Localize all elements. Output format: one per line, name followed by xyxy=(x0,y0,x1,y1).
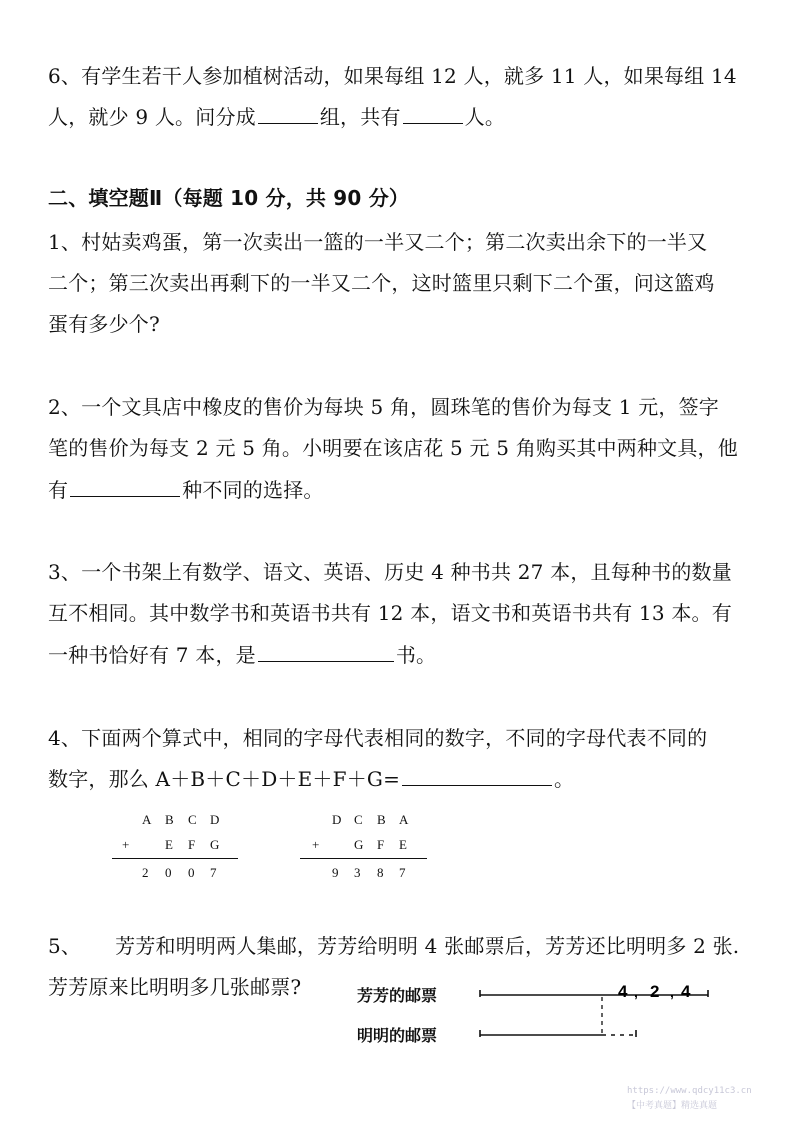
eq2-top-digit: B xyxy=(377,812,386,827)
p2-line3 xyxy=(48,474,324,503)
eq1-bottom-digit: E xyxy=(165,837,173,852)
p5-line1 xyxy=(48,930,739,959)
fang-stamps-label: 芳芳的邮票 xyxy=(357,986,438,1005)
p2-line3-a: 有 xyxy=(48,478,69,502)
eq2-top-digit: D xyxy=(332,812,342,827)
p1-line1: 1、村姑卖鸡蛋，第一次卖出一篮的一半又二个；第二次卖出余下的一半又 xyxy=(48,230,708,254)
eq1-top-digit: C xyxy=(188,812,197,827)
eq2-result-digit: 9 xyxy=(332,865,339,880)
eq1-top-digit: B xyxy=(165,812,174,827)
p5-line1-text: 芳芳和明明两人集邮，芳芳给明明 4 张邮票后，芳芳还比明明多 2 张. xyxy=(115,934,740,958)
p2-line3-b: 种不同的选择。 xyxy=(182,478,324,502)
segment-separator: , xyxy=(634,984,638,1000)
eq1-result-digit: 2 xyxy=(142,865,149,880)
segment-value: 4 xyxy=(681,982,691,1001)
eq2-top-digit: C xyxy=(354,812,363,827)
eq2-result-digit: 7 xyxy=(399,865,406,880)
eq1-result-digit: 0 xyxy=(188,865,195,880)
watermark-caption: 【中考真题】精选真题 xyxy=(627,1101,718,1111)
p5-line2: 芳芳原来比明明多几张邮票? xyxy=(48,975,302,999)
p3-line2: 互不相同。其中数学书和英语书共有 12 本，语文书和英语书共有 13 本。有 xyxy=(48,601,732,625)
p2-answer-blank[interactable] xyxy=(70,476,180,497)
p3-line3-a: 一种书恰好有 7 本，是 xyxy=(48,643,256,667)
p4-line2 xyxy=(48,763,574,792)
segment-value: 2 xyxy=(650,982,660,1001)
p3-line3-b: 书。 xyxy=(395,643,437,667)
p2-line1: 2、一个文具店中橡皮的售价为每块 5 角，圆珠笔的售价为每支 1 元，签字 xyxy=(48,395,720,419)
q6-line2-a: 人，就少 9 人。问分成 xyxy=(48,105,256,129)
q6-line1: 6、有学生若干人参加植树活动，如果每组 12 人，就多 11 人，如果每组 14 xyxy=(48,64,737,88)
segment-value: 4 xyxy=(618,982,628,1001)
eq1-top-digit: D xyxy=(210,812,220,827)
p3-line3 xyxy=(48,639,436,668)
eq2-top-digit: A xyxy=(399,812,409,827)
equation-1 xyxy=(118,812,243,882)
eq1-plus-sign: + xyxy=(122,837,130,852)
eq1-top-digit: A xyxy=(142,812,152,827)
q6-people-blank[interactable] xyxy=(403,103,463,124)
p1-line3: 蛋有多少个? xyxy=(48,312,160,336)
eq1-result-digit: 7 xyxy=(210,865,217,880)
watermark-url: https://www.qdcy11c3.cn xyxy=(627,1086,752,1096)
eq2-bottom-digit: F xyxy=(377,837,385,852)
ming-stamps-label: 明明的邮票 xyxy=(357,1026,438,1045)
segment-separator: , xyxy=(670,984,674,1000)
q6-line2 xyxy=(48,101,505,130)
p4-line2-a: 数字，那么 A＋B＋C＋D＋E＋F＋G= xyxy=(48,767,401,791)
eq1-result-digit: 0 xyxy=(165,865,172,880)
p2-line2: 笔的售价为每支 2 元 5 角。小明要在该店花 5 元 5 角购买其中两种文具，他 xyxy=(48,436,738,460)
p4-line1: 4、下面两个算式中，相同的字母代表相同的数字，不同的字母代表不同的 xyxy=(48,726,708,750)
eq1-bottom-digit: F xyxy=(188,837,196,852)
eq2-sum-line xyxy=(300,858,427,859)
p1-line2: 二个；第三次卖出再剩下的一半又二个，这时篮里只剩下二个蛋，问这篮鸡 xyxy=(48,271,715,295)
eq2-plus-sign: + xyxy=(312,837,320,852)
eq2-bottom-digit: E xyxy=(399,837,407,852)
p4-line2-b: 。 xyxy=(554,767,575,791)
stamp-diagram xyxy=(470,975,720,1050)
q6-groups-blank[interactable] xyxy=(258,103,318,124)
p5-number: 5、 xyxy=(48,934,82,958)
p3-answer-blank[interactable] xyxy=(258,641,394,662)
q6-line2-c: 人。 xyxy=(464,105,506,129)
eq2-result-digit: 8 xyxy=(377,865,384,880)
p4-answer-blank[interactable] xyxy=(402,765,552,786)
equation-2 xyxy=(306,812,431,882)
p3-line1: 3、一个书架上有数学、语文、英语、历史 4 种书共 27 本，且每种书的数量 xyxy=(48,560,732,584)
q6-line2-b: 组，共有 xyxy=(319,105,401,129)
section2-heading: 二、填空题Ⅱ（每题 10 分，共 90 分） xyxy=(48,186,410,210)
eq2-result-digit: 3 xyxy=(354,865,361,880)
eq1-sum-line xyxy=(112,858,238,859)
eq2-bottom-digit: G xyxy=(354,837,364,852)
eq1-bottom-digit: G xyxy=(210,837,220,852)
